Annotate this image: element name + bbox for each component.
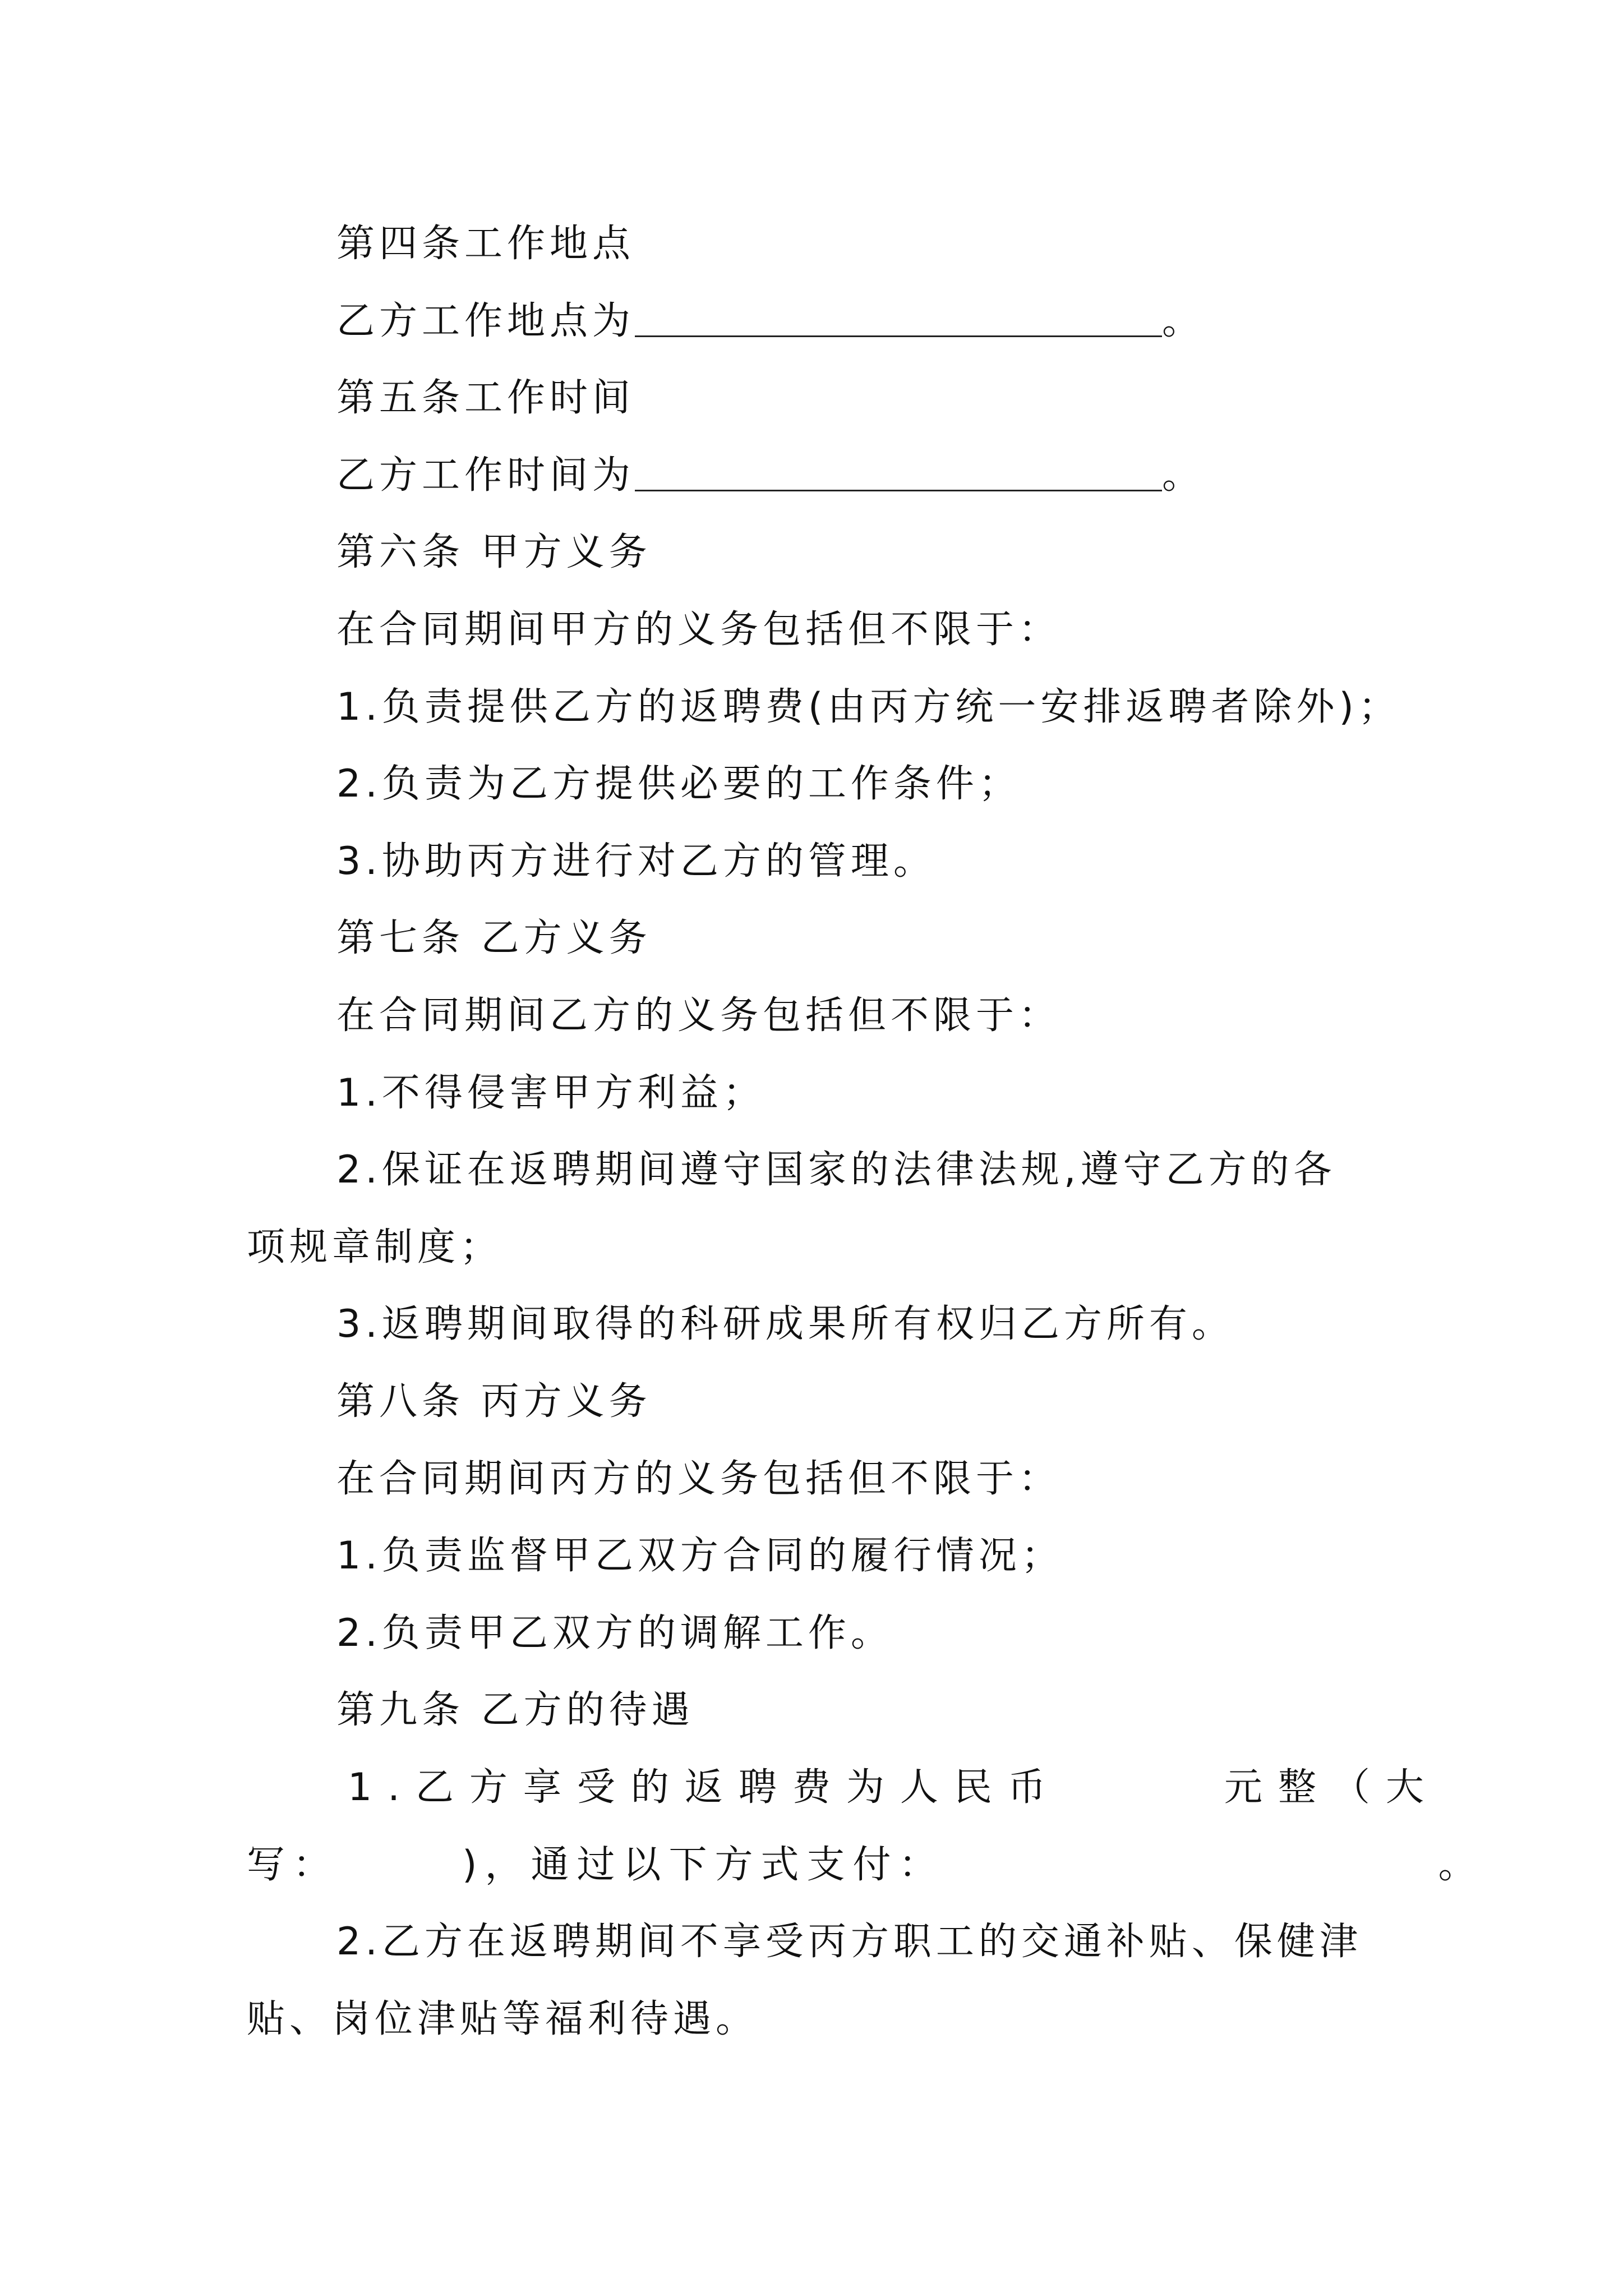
party-c-duties-intro: 在合同期间丙方的义务包括但不限于： bbox=[336, 1457, 1062, 1501]
benefits-line: 2.乙方在返聘期间不享受丙方职工的交通补贴、保健津 bbox=[336, 1920, 1362, 1964]
work-time-blank[interactable] bbox=[635, 454, 1162, 491]
party-b-duty-2-cont: 项规章制度； bbox=[247, 1225, 503, 1269]
party-c-duty-1: 1.负责监督甲乙双方合同的履行情况； bbox=[336, 1534, 1064, 1578]
work-location-line bbox=[336, 296, 1205, 347]
payment-method-end: 。 bbox=[1438, 1843, 1484, 1887]
article-4-heading: 第四条工作地点 bbox=[336, 222, 635, 266]
fee-unit: 元整（大 bbox=[1224, 1765, 1440, 1810]
fee-line-cont bbox=[247, 1840, 1484, 1890]
article-6-heading: 第六条 甲方义务 bbox=[336, 530, 652, 574]
fee-label: 1.乙方享受的返聘费为人民币 bbox=[348, 1765, 1062, 1810]
party-a-duty-1: 1.负责提供乙方的返聘费(由丙方统一安排返聘者除外)； bbox=[336, 685, 1401, 729]
article-9-heading: 第九条 乙方的待遇 bbox=[336, 1688, 694, 1732]
party-b-duty-2: 2.保证在返聘期间遵守国家的法律法规,遵守乙方的各 bbox=[336, 1148, 1336, 1192]
work-location-end: 。 bbox=[1162, 299, 1205, 343]
work-location-label: 乙方工作地点为 bbox=[336, 299, 635, 343]
party-c-duty-2: 2.负责甲乙双方的调解工作。 bbox=[336, 1611, 893, 1655]
party-a-duty-2: 2.负责为乙方提供必要的工作条件； bbox=[336, 762, 1021, 806]
article-8-heading: 第八条 丙方义务 bbox=[336, 1379, 652, 1424]
party-a-duty-3: 3.协助丙方进行对乙方的管理。 bbox=[336, 839, 936, 884]
party-b-duty-1: 1.不得侵害甲方利益； bbox=[336, 1071, 766, 1115]
benefits-line-cont: 贴、岗位津贴等福利待遇。 bbox=[247, 1997, 759, 2041]
article-7-heading: 第七条 乙方义务 bbox=[336, 916, 652, 960]
party-b-duties-intro: 在合同期间乙方的义务包括但不限于： bbox=[336, 993, 1062, 1038]
fee-capital-label: 写： bbox=[247, 1843, 339, 1887]
party-b-duty-3: 3.返聘期间取得的科研成果所有权归乙方所有。 bbox=[336, 1302, 1234, 1346]
article-5-heading: 第五条工作时间 bbox=[336, 376, 635, 420]
work-time-line bbox=[336, 450, 1205, 501]
work-location-blank[interactable] bbox=[635, 300, 1162, 337]
party-a-duties-intro: 在合同期间甲方的义务包括但不限于： bbox=[336, 608, 1062, 652]
payment-method-label: )，通过以下方式支付： bbox=[462, 1843, 945, 1887]
fee-line bbox=[348, 1763, 1440, 1813]
work-time-end: 。 bbox=[1162, 453, 1205, 498]
work-time-label: 乙方工作时间为 bbox=[336, 453, 635, 498]
